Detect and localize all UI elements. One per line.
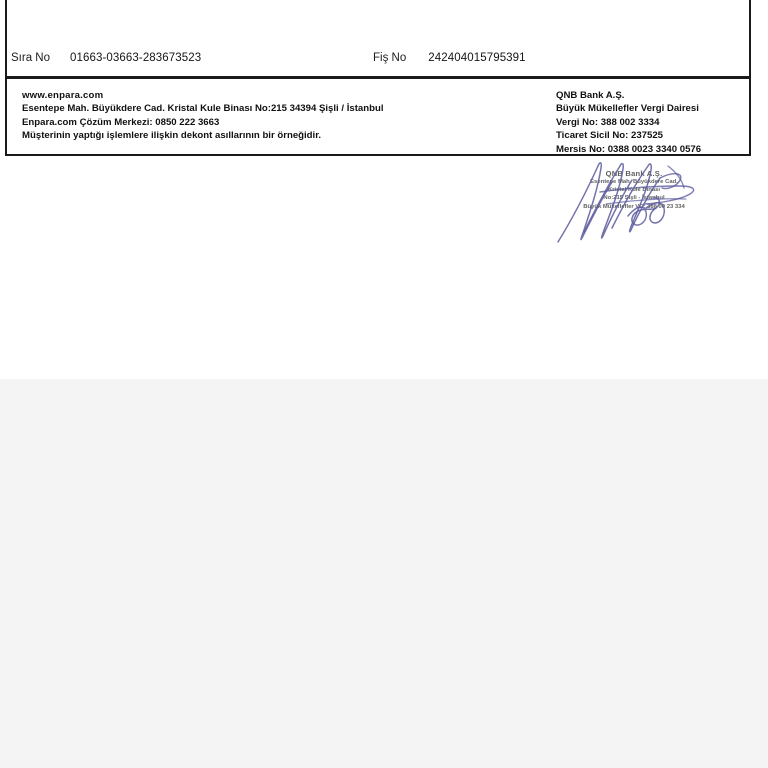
- fis-no-value: 242404015795391: [428, 52, 526, 64]
- enpara-website: www.enpara.com: [22, 90, 104, 101]
- receipt-copy-notice: Müşterinin yaptığı işlemlere ilişkin dekont asıllarının bir örneğidir.: [22, 130, 322, 142]
- bank-info-box: [5, 79, 751, 156]
- enpara-address: Esentepe Mah. Büyükdere Cad. Kristal Kule Binası No:215 34394 Şişli / İstanbul: [22, 103, 384, 115]
- bank-name: QNB Bank A.Ş.: [556, 90, 625, 101]
- sira-no-label: Sıra No: [11, 52, 50, 64]
- enpara-contact-block: [22, 89, 384, 143]
- enpara-call-center: Enpara.com Çözüm Merkezi: 0850 222 3663: [22, 116, 220, 128]
- bank-legal-block: [556, 89, 701, 156]
- fis-no-label: Fiş No: [373, 52, 407, 64]
- sira-no-field: [11, 52, 201, 64]
- stamp-address-line-1: Esentepe Mah. Büyükdere Cad.: [590, 179, 678, 185]
- stamp-title: QNB Bank A.Ş.: [605, 169, 663, 178]
- bank-stamp: [554, 169, 714, 211]
- stamp-address-line-2: Kristal Kule Binası: [607, 187, 661, 194]
- trade-registry-number: Ticaret Sicil No: 237525: [556, 130, 664, 142]
- stamp-tax-line: Büyük Mükellefler VD: 388 00 23 334: [583, 203, 685, 210]
- signature-area: [540, 158, 725, 248]
- tax-office: Büyük Mükellefler Vergi Dairesi: [556, 103, 699, 115]
- sira-no-value: 01663-03663-283673523: [70, 52, 202, 64]
- viewer-background: [0, 379, 768, 768]
- mersis-number: Mersis No: 0388 0023 3340 0576: [556, 143, 702, 155]
- tax-number: Vergi No: 388 002 3334: [556, 116, 660, 128]
- identifier-row: [5, 0, 751, 77]
- stamp-address-line-3: No:215 Şişli - İstanbul: [603, 195, 665, 202]
- fis-no-field: [373, 52, 526, 64]
- receipt-page: [0, 0, 768, 379]
